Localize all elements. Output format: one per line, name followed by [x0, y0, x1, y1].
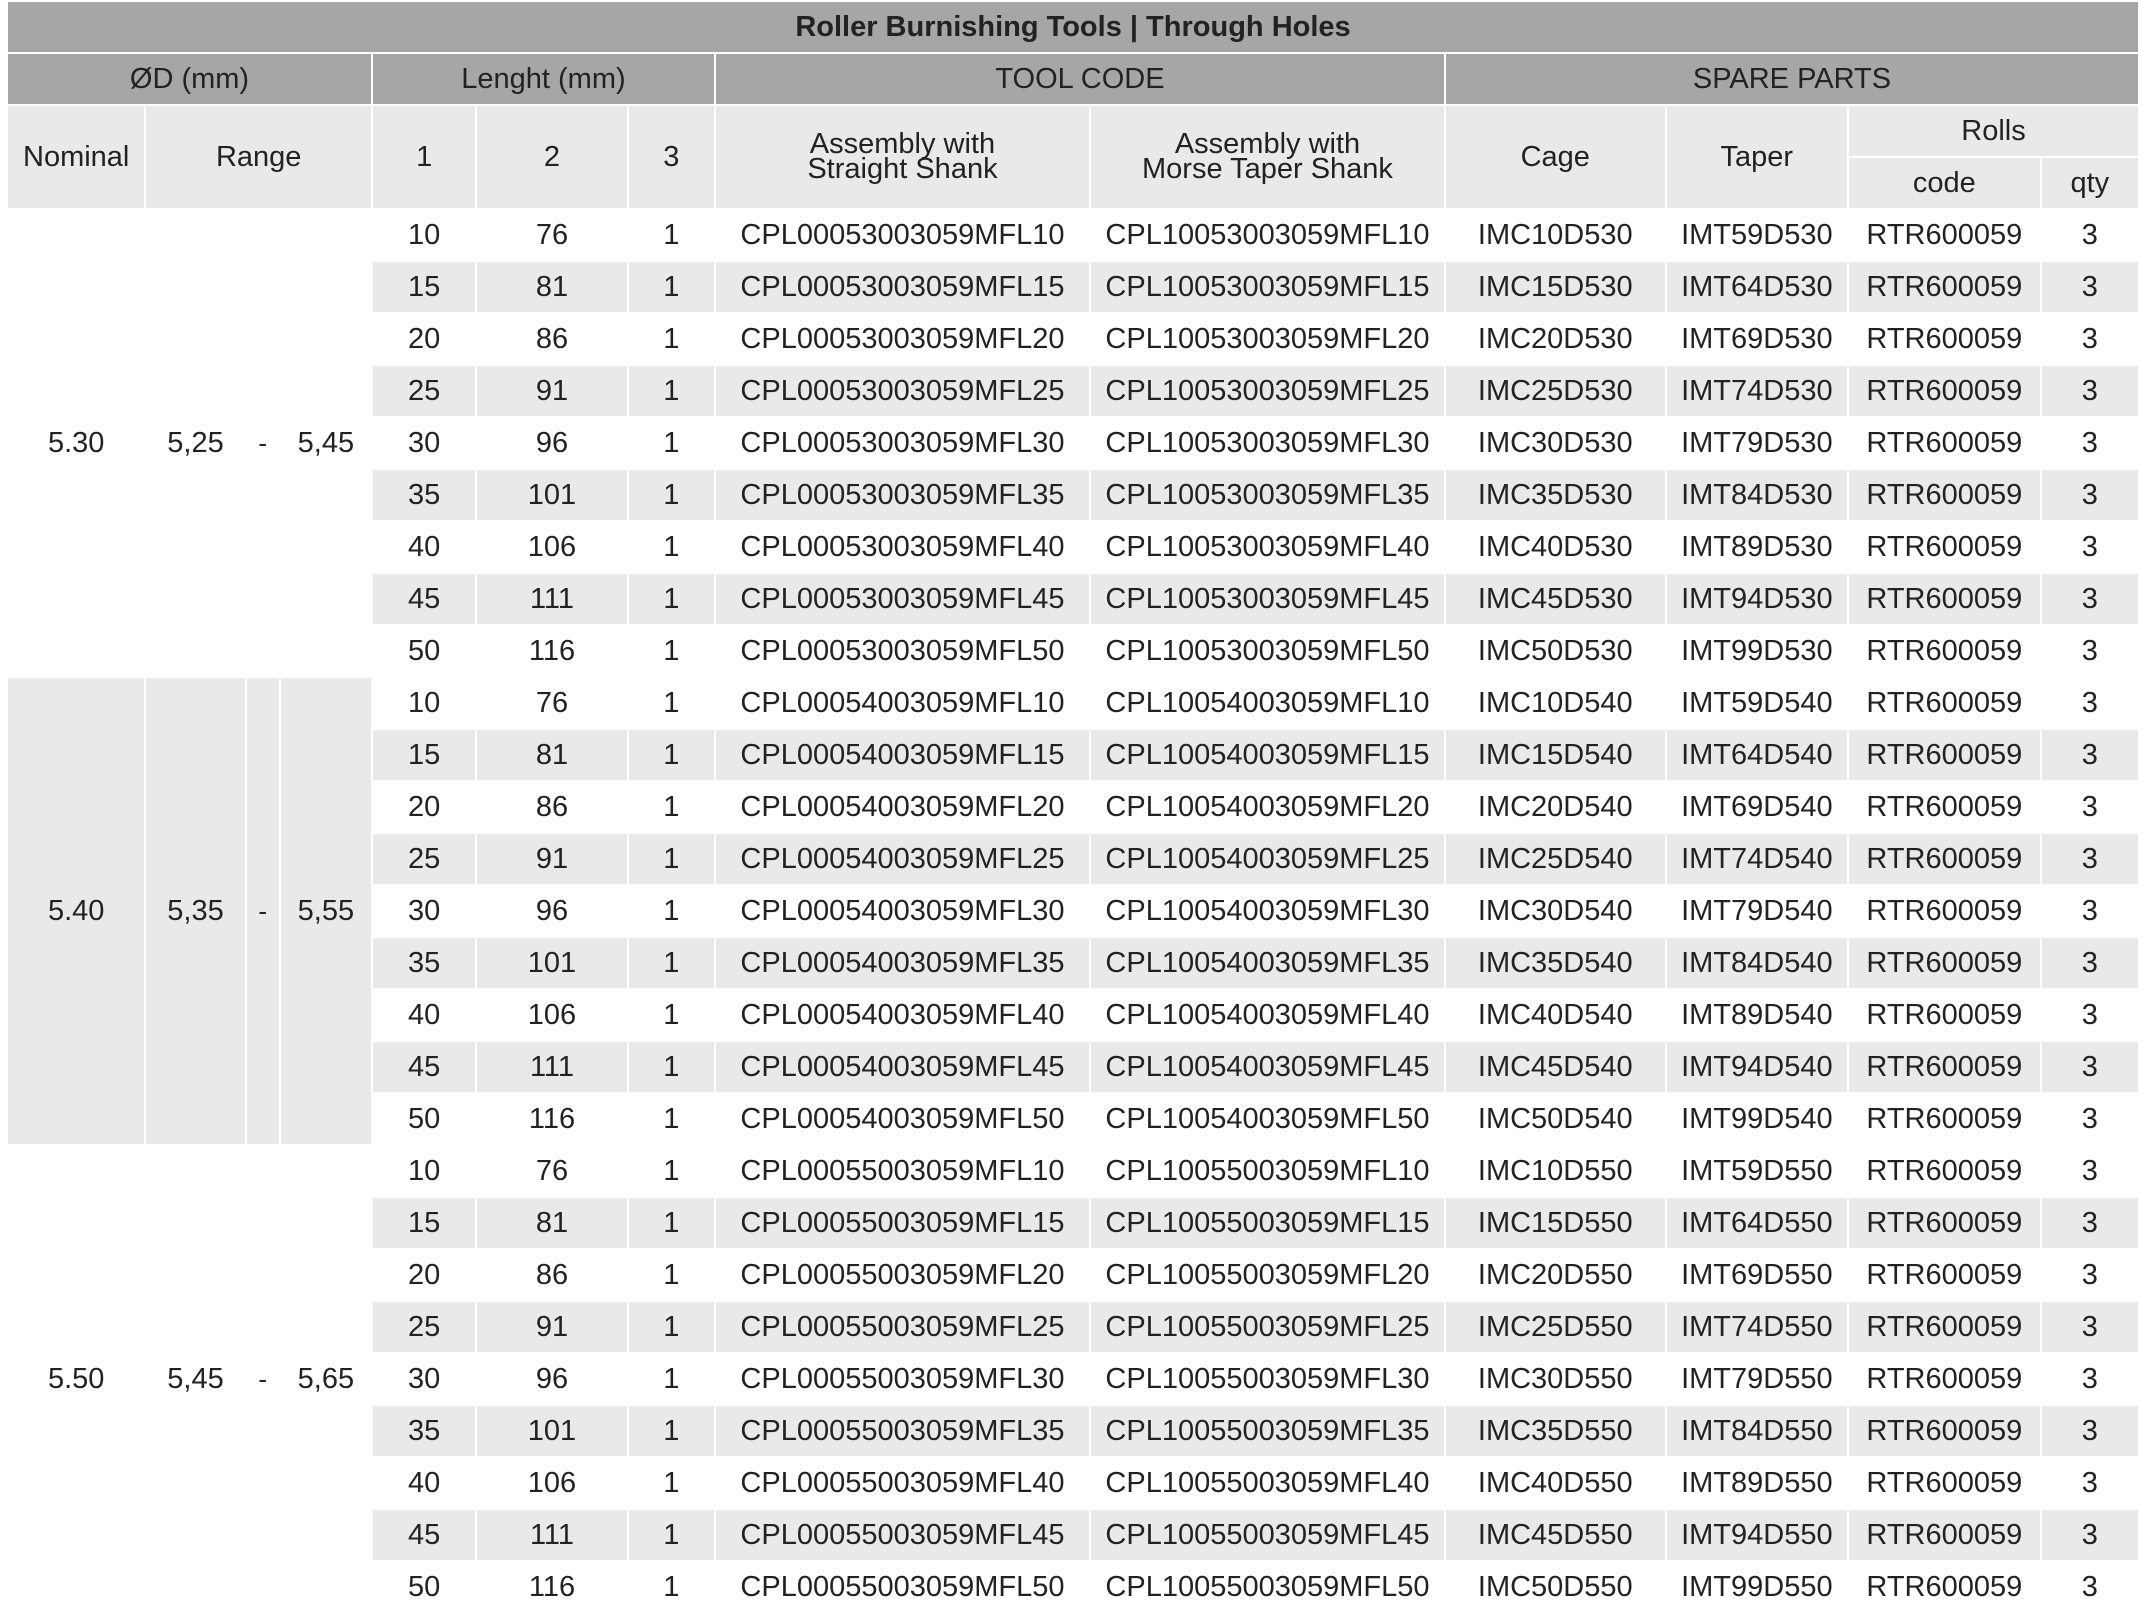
nominal-column-header: Nominal: [8, 105, 145, 209]
tool-code-group-header: TOOL CODE: [715, 53, 1445, 105]
range-min-cell: 5,35: [145, 677, 245, 1145]
roll-code-cell: RTR600059: [1848, 729, 2041, 781]
table-title: Roller Burnishing Tools | Through Holes: [8, 2, 2138, 53]
straight-shank-code-cell: CPL00055003059MFL50: [715, 1561, 1090, 1613]
morse-shank-header-line2: Morse Taper Shank: [1142, 153, 1393, 185]
range-min-cell: 5,25: [145, 209, 245, 677]
length-1-cell: 10: [372, 677, 476, 729]
roll-qty-cell: 3: [2041, 1405, 2138, 1457]
roll-code-cell: RTR600059: [1848, 1145, 2041, 1197]
morse-taper-code-cell: CPL10053003059MFL35: [1090, 469, 1445, 521]
cage-code-cell: IMC15D550: [1445, 1197, 1666, 1249]
roll-qty-cell: 3: [2041, 1301, 2138, 1353]
roll-qty-cell: 3: [2041, 573, 2138, 625]
length-2-cell: 106: [476, 1457, 627, 1509]
length-3-cell: 1: [628, 1509, 715, 1561]
cage-code-cell: IMC10D550: [1445, 1145, 1666, 1197]
taper-code-cell: IMT84D530: [1666, 469, 1849, 521]
length-2-cell: 91: [476, 1301, 627, 1353]
taper-code-cell: IMT84D550: [1666, 1405, 1849, 1457]
roll-code-cell: RTR600059: [1848, 1197, 2041, 1249]
roll-qty-cell: 3: [2041, 989, 2138, 1041]
cage-code-cell: IMC50D540: [1445, 1093, 1666, 1145]
taper-code-cell: IMT94D530: [1666, 573, 1849, 625]
roll-qty-cell: 3: [2041, 1249, 2138, 1301]
roll-code-cell: RTR600059: [1848, 261, 2041, 313]
morse-taper-code-cell: CPL10055003059MFL30: [1090, 1353, 1445, 1405]
taper-code-cell: IMT59D550: [1666, 1145, 1849, 1197]
roll-code-cell: RTR600059: [1848, 1249, 2041, 1301]
length-3-cell: 1: [628, 1249, 715, 1301]
straight-shank-code-cell: CPL00054003059MFL45: [715, 1041, 1090, 1093]
straight-shank-code-cell: CPL00054003059MFL30: [715, 885, 1090, 937]
taper-code-cell: IMT89D530: [1666, 521, 1849, 573]
length-2-cell: 106: [476, 989, 627, 1041]
straight-shank-code-cell: CPL00054003059MFL20: [715, 781, 1090, 833]
roll-code-cell: RTR600059: [1848, 313, 2041, 365]
cage-code-cell: IMC25D530: [1445, 365, 1666, 417]
straight-shank-code-cell: CPL00053003059MFL30: [715, 417, 1090, 469]
length-3-cell: 1: [628, 313, 715, 365]
straight-shank-column-header: [715, 105, 1090, 209]
roll-code-cell: RTR600059: [1848, 1457, 2041, 1509]
length-3-cell: 1: [628, 209, 715, 261]
cage-code-cell: IMC30D540: [1445, 885, 1666, 937]
length-2-cell: 76: [476, 677, 627, 729]
length-1-cell: 20: [372, 1249, 476, 1301]
length-3-cell: 1: [628, 417, 715, 469]
morse-taper-code-cell: CPL10055003059MFL50: [1090, 1561, 1445, 1613]
morse-taper-code-cell: CPL10053003059MFL30: [1090, 417, 1445, 469]
length-1-cell: 45: [372, 1509, 476, 1561]
morse-taper-shank-column-header: [1090, 105, 1445, 209]
length-1-cell: 45: [372, 573, 476, 625]
table-row: [8, 209, 2138, 261]
roll-qty-cell: 3: [2041, 1145, 2138, 1197]
roll-qty-cell: 3: [2041, 1197, 2138, 1249]
roll-code-cell: RTR600059: [1848, 937, 2041, 989]
roll-qty-cell: 3: [2041, 937, 2138, 989]
roll-qty-cell: 3: [2041, 1353, 2138, 1405]
cage-code-cell: IMC35D540: [1445, 937, 1666, 989]
roll-qty-cell: 3: [2041, 1561, 2138, 1613]
taper-code-cell: IMT64D550: [1666, 1197, 1849, 1249]
length-1-cell: 10: [372, 209, 476, 261]
cage-code-cell: IMC50D550: [1445, 1561, 1666, 1613]
length-2-cell: 81: [476, 261, 627, 313]
straight-shank-code-cell: CPL00054003059MFL40: [715, 989, 1090, 1041]
length-1-cell: 40: [372, 1457, 476, 1509]
morse-taper-code-cell: CPL10054003059MFL10: [1090, 677, 1445, 729]
morse-taper-code-cell: CPL10055003059MFL15: [1090, 1197, 1445, 1249]
roll-qty-cell: 3: [2041, 209, 2138, 261]
taper-column-header: Taper: [1666, 105, 1849, 209]
roll-code-cell: RTR600059: [1848, 885, 2041, 937]
diameter-group-header: ØD (mm): [8, 53, 372, 105]
length-2-cell: 86: [476, 313, 627, 365]
length-2-cell: 116: [476, 1561, 627, 1613]
length-3-cell: 1: [628, 885, 715, 937]
taper-code-cell: IMT94D550: [1666, 1509, 1849, 1561]
morse-taper-code-cell: CPL10054003059MFL20: [1090, 781, 1445, 833]
morse-taper-code-cell: CPL10053003059MFL40: [1090, 521, 1445, 573]
length-1-column-header: 1: [372, 105, 476, 209]
roll-code-cell: RTR600059: [1848, 521, 2041, 573]
cage-column-header: Cage: [1445, 105, 1666, 209]
roll-code-cell: RTR600059: [1848, 989, 2041, 1041]
length-2-cell: 106: [476, 521, 627, 573]
morse-shank-header-line1: Assembly with: [1174, 128, 1361, 160]
morse-taper-code-cell: CPL10054003059MFL15: [1090, 729, 1445, 781]
length-1-cell: 35: [372, 1405, 476, 1457]
roll-qty-cell: 3: [2041, 885, 2138, 937]
cage-code-cell: IMC40D540: [1445, 989, 1666, 1041]
length-2-cell: 86: [476, 781, 627, 833]
length-3-cell: 1: [628, 937, 715, 989]
range-max-cell: 5,65: [280, 1145, 372, 1613]
length-3-cell: 1: [628, 469, 715, 521]
taper-code-cell: IMT69D540: [1666, 781, 1849, 833]
straight-shank-code-cell: CPL00055003059MFL15: [715, 1197, 1090, 1249]
rolls-qty-column-header: qty: [2041, 157, 2138, 209]
product-table: [8, 2, 2138, 1614]
cage-code-cell: IMC20D550: [1445, 1249, 1666, 1301]
straight-shank-code-cell: CPL00054003059MFL50: [715, 1093, 1090, 1145]
roll-code-cell: RTR600059: [1848, 625, 2041, 677]
length-3-cell: 1: [628, 625, 715, 677]
taper-code-cell: IMT59D540: [1666, 677, 1849, 729]
length-1-cell: 35: [372, 937, 476, 989]
roll-qty-cell: 3: [2041, 729, 2138, 781]
morse-taper-code-cell: CPL10053003059MFL15: [1090, 261, 1445, 313]
roll-code-cell: RTR600059: [1848, 417, 2041, 469]
length-2-cell: 91: [476, 833, 627, 885]
cage-code-cell: IMC35D530: [1445, 469, 1666, 521]
length-1-cell: 25: [372, 833, 476, 885]
length-2-cell: 111: [476, 573, 627, 625]
range-separator-cell: -: [246, 677, 280, 1145]
taper-code-cell: IMT89D550: [1666, 1457, 1849, 1509]
length-1-cell: 15: [372, 729, 476, 781]
range-min-cell: 5,45: [145, 1145, 245, 1613]
length-2-cell: 96: [476, 417, 627, 469]
length-2-cell: 96: [476, 885, 627, 937]
roll-qty-cell: 3: [2041, 417, 2138, 469]
roll-code-cell: RTR600059: [1848, 469, 2041, 521]
straight-shank-code-cell: CPL00055003059MFL35: [715, 1405, 1090, 1457]
taper-code-cell: IMT84D540: [1666, 937, 1849, 989]
cage-code-cell: IMC30D530: [1445, 417, 1666, 469]
length-2-cell: 111: [476, 1041, 627, 1093]
cage-code-cell: IMC20D530: [1445, 313, 1666, 365]
morse-taper-code-cell: CPL10054003059MFL45: [1090, 1041, 1445, 1093]
straight-shank-code-cell: CPL00053003059MFL50: [715, 625, 1090, 677]
morse-taper-code-cell: CPL10054003059MFL40: [1090, 989, 1445, 1041]
length-1-cell: 35: [372, 469, 476, 521]
length-3-cell: 1: [628, 521, 715, 573]
cage-code-cell: IMC45D540: [1445, 1041, 1666, 1093]
morse-taper-code-cell: CPL10055003059MFL20: [1090, 1249, 1445, 1301]
range-max-cell: 5,55: [280, 677, 372, 1145]
cage-code-cell: IMC45D530: [1445, 573, 1666, 625]
length-2-cell: 101: [476, 937, 627, 989]
length-2-cell: 81: [476, 1197, 627, 1249]
taper-code-cell: IMT64D530: [1666, 261, 1849, 313]
straight-shank-code-cell: CPL00053003059MFL15: [715, 261, 1090, 313]
length-3-cell: 1: [628, 1041, 715, 1093]
roll-qty-cell: 3: [2041, 521, 2138, 573]
length-2-cell: 101: [476, 1405, 627, 1457]
cage-code-cell: IMC30D550: [1445, 1353, 1666, 1405]
morse-taper-code-cell: CPL10055003059MFL35: [1090, 1405, 1445, 1457]
taper-code-cell: IMT69D550: [1666, 1249, 1849, 1301]
length-1-cell: 25: [372, 1301, 476, 1353]
length-group-header: Lenght (mm): [372, 53, 715, 105]
length-2-cell: 86: [476, 1249, 627, 1301]
taper-code-cell: IMT99D530: [1666, 625, 1849, 677]
morse-taper-code-cell: CPL10055003059MFL40: [1090, 1457, 1445, 1509]
length-1-cell: 10: [372, 1145, 476, 1197]
rolls-code-column-header: code: [1848, 157, 2041, 209]
length-1-cell: 20: [372, 313, 476, 365]
taper-code-cell: IMT79D530: [1666, 417, 1849, 469]
straight-shank-code-cell: CPL00053003059MFL35: [715, 469, 1090, 521]
length-1-cell: 20: [372, 781, 476, 833]
taper-code-cell: IMT74D540: [1666, 833, 1849, 885]
range-max-cell: 5,45: [280, 209, 372, 677]
morse-taper-code-cell: CPL10054003059MFL30: [1090, 885, 1445, 937]
cage-code-cell: IMC15D530: [1445, 261, 1666, 313]
nominal-diameter-cell: 5.40: [8, 677, 145, 1145]
length-2-cell: 96: [476, 1353, 627, 1405]
range-separator-cell: -: [246, 209, 280, 677]
roll-qty-cell: 3: [2041, 1093, 2138, 1145]
length-3-cell: 1: [628, 1145, 715, 1197]
roll-code-cell: RTR600059: [1848, 365, 2041, 417]
length-2-cell: 76: [476, 209, 627, 261]
length-2-cell: 116: [476, 1093, 627, 1145]
cage-code-cell: IMC25D550: [1445, 1301, 1666, 1353]
morse-taper-code-cell: CPL10054003059MFL35: [1090, 937, 1445, 989]
range-separator-cell: -: [246, 1145, 280, 1613]
taper-code-cell: IMT64D540: [1666, 729, 1849, 781]
roll-code-cell: RTR600059: [1848, 1561, 2041, 1613]
roll-qty-cell: 3: [2041, 1457, 2138, 1509]
roll-qty-cell: 3: [2041, 781, 2138, 833]
cage-code-cell: IMC35D550: [1445, 1405, 1666, 1457]
length-3-cell: 1: [628, 677, 715, 729]
straight-shank-header-line2: Straight Shank: [807, 153, 998, 185]
roll-code-cell: RTR600059: [1848, 1041, 2041, 1093]
roll-qty-cell: 3: [2041, 313, 2138, 365]
roll-code-cell: RTR600059: [1848, 1405, 2041, 1457]
length-3-cell: 1: [628, 1093, 715, 1145]
morse-taper-code-cell: CPL10053003059MFL20: [1090, 313, 1445, 365]
straight-shank-code-cell: CPL00055003059MFL25: [715, 1301, 1090, 1353]
taper-code-cell: IMT79D540: [1666, 885, 1849, 937]
straight-shank-code-cell: CPL00054003059MFL35: [715, 937, 1090, 989]
length-3-column-header: 3: [628, 105, 715, 209]
length-3-cell: 1: [628, 261, 715, 313]
roll-code-cell: RTR600059: [1848, 1509, 2041, 1561]
straight-shank-code-cell: CPL00055003059MFL10: [715, 1145, 1090, 1197]
taper-code-cell: IMT99D540: [1666, 1093, 1849, 1145]
length-3-cell: 1: [628, 729, 715, 781]
roll-code-cell: RTR600059: [1848, 833, 2041, 885]
straight-shank-code-cell: CPL00053003059MFL40: [715, 521, 1090, 573]
length-3-cell: 1: [628, 365, 715, 417]
length-3-cell: 1: [628, 781, 715, 833]
taper-code-cell: IMT59D530: [1666, 209, 1849, 261]
morse-taper-code-cell: CPL10053003059MFL50: [1090, 625, 1445, 677]
straight-shank-code-cell: CPL00054003059MFL10: [715, 677, 1090, 729]
morse-taper-code-cell: CPL10055003059MFL45: [1090, 1509, 1445, 1561]
morse-taper-code-cell: CPL10053003059MFL10: [1090, 209, 1445, 261]
length-1-cell: 40: [372, 989, 476, 1041]
straight-shank-code-cell: CPL00055003059MFL20: [715, 1249, 1090, 1301]
straight-shank-code-cell: CPL00053003059MFL45: [715, 573, 1090, 625]
cage-code-cell: IMC10D530: [1445, 209, 1666, 261]
roll-code-cell: RTR600059: [1848, 1093, 2041, 1145]
length-1-cell: 50: [372, 625, 476, 677]
roll-code-cell: RTR600059: [1848, 573, 2041, 625]
length-1-cell: 50: [372, 1093, 476, 1145]
table-row: [8, 677, 2138, 729]
straight-shank-code-cell: CPL00054003059MFL25: [715, 833, 1090, 885]
spare-parts-group-header: SPARE PARTS: [1445, 53, 2138, 105]
taper-code-cell: IMT74D550: [1666, 1301, 1849, 1353]
straight-shank-code-cell: CPL00055003059MFL45: [715, 1509, 1090, 1561]
length-1-cell: 15: [372, 261, 476, 313]
table-row: [8, 1145, 2138, 1197]
roll-qty-cell: 3: [2041, 1509, 2138, 1561]
morse-taper-code-cell: CPL10054003059MFL50: [1090, 1093, 1445, 1145]
taper-code-cell: IMT89D540: [1666, 989, 1849, 1041]
length-2-cell: 101: [476, 469, 627, 521]
cage-code-cell: IMC15D540: [1445, 729, 1666, 781]
cage-code-cell: IMC20D540: [1445, 781, 1666, 833]
length-3-cell: 1: [628, 573, 715, 625]
roll-code-cell: RTR600059: [1848, 1353, 2041, 1405]
length-1-cell: 25: [372, 365, 476, 417]
length-3-cell: 1: [628, 833, 715, 885]
straight-shank-code-cell: CPL00053003059MFL10: [715, 209, 1090, 261]
cage-code-cell: IMC40D530: [1445, 521, 1666, 573]
taper-code-cell: IMT69D530: [1666, 313, 1849, 365]
cage-code-cell: IMC10D540: [1445, 677, 1666, 729]
length-1-cell: 30: [372, 417, 476, 469]
length-2-cell: 81: [476, 729, 627, 781]
taper-code-cell: IMT94D540: [1666, 1041, 1849, 1093]
length-1-cell: 30: [372, 885, 476, 937]
taper-code-cell: IMT79D550: [1666, 1353, 1849, 1405]
rolls-column-header: Rolls: [1848, 105, 2138, 157]
cage-code-cell: IMC45D550: [1445, 1509, 1666, 1561]
straight-shank-header-line1: Assembly with: [809, 128, 996, 160]
straight-shank-code-cell: CPL00055003059MFL40: [715, 1457, 1090, 1509]
roll-qty-cell: 3: [2041, 1041, 2138, 1093]
length-3-cell: 1: [628, 1301, 715, 1353]
range-column-header: Range: [145, 105, 372, 209]
cage-code-cell: IMC40D550: [1445, 1457, 1666, 1509]
product-table-container: [8, 2, 2138, 1614]
morse-taper-code-cell: CPL10053003059MFL25: [1090, 365, 1445, 417]
length-2-cell: 116: [476, 625, 627, 677]
morse-taper-code-cell: CPL10053003059MFL45: [1090, 573, 1445, 625]
table-body: [8, 209, 2138, 1613]
roll-qty-cell: 3: [2041, 365, 2138, 417]
roll-qty-cell: 3: [2041, 677, 2138, 729]
cage-code-cell: IMC25D540: [1445, 833, 1666, 885]
morse-taper-code-cell: CPL10055003059MFL10: [1090, 1145, 1445, 1197]
length-2-column-header: 2: [476, 105, 627, 209]
morse-taper-code-cell: CPL10054003059MFL25: [1090, 833, 1445, 885]
nominal-diameter-cell: 5.30: [8, 209, 145, 677]
roll-qty-cell: 3: [2041, 833, 2138, 885]
morse-taper-code-cell: CPL10055003059MFL25: [1090, 1301, 1445, 1353]
straight-shank-code-cell: CPL00053003059MFL20: [715, 313, 1090, 365]
length-1-cell: 50: [372, 1561, 476, 1613]
length-3-cell: 1: [628, 1353, 715, 1405]
length-3-cell: 1: [628, 1561, 715, 1613]
roll-code-cell: RTR600059: [1848, 1301, 2041, 1353]
length-3-cell: 1: [628, 989, 715, 1041]
length-3-cell: 1: [628, 1197, 715, 1249]
roll-code-cell: RTR600059: [1848, 209, 2041, 261]
length-3-cell: 1: [628, 1405, 715, 1457]
length-1-cell: 15: [372, 1197, 476, 1249]
straight-shank-code-cell: CPL00055003059MFL30: [715, 1353, 1090, 1405]
length-2-cell: 111: [476, 1509, 627, 1561]
length-3-cell: 1: [628, 1457, 715, 1509]
roll-qty-cell: 3: [2041, 625, 2138, 677]
length-2-cell: 91: [476, 365, 627, 417]
straight-shank-code-cell: CPL00054003059MFL15: [715, 729, 1090, 781]
length-1-cell: 40: [372, 521, 476, 573]
nominal-diameter-cell: 5.50: [8, 1145, 145, 1613]
length-1-cell: 30: [372, 1353, 476, 1405]
roll-qty-cell: 3: [2041, 261, 2138, 313]
length-2-cell: 76: [476, 1145, 627, 1197]
length-1-cell: 45: [372, 1041, 476, 1093]
straight-shank-code-cell: CPL00053003059MFL25: [715, 365, 1090, 417]
roll-qty-cell: 3: [2041, 469, 2138, 521]
taper-code-cell: IMT99D550: [1666, 1561, 1849, 1613]
roll-code-cell: RTR600059: [1848, 677, 2041, 729]
cage-code-cell: IMC50D530: [1445, 625, 1666, 677]
roll-code-cell: RTR600059: [1848, 781, 2041, 833]
taper-code-cell: IMT74D530: [1666, 365, 1849, 417]
